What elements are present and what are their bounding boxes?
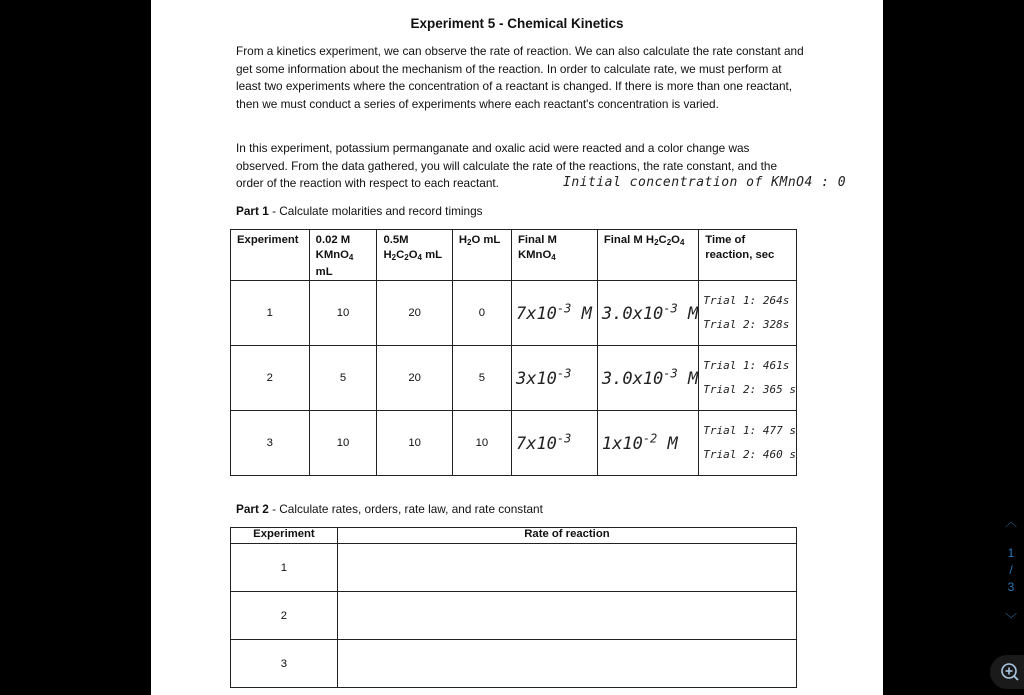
part2-label: Part 2 xyxy=(236,502,269,516)
cell-water: 5 xyxy=(452,346,511,411)
part1-table xyxy=(230,229,797,476)
prev-page-button[interactable]: ︿ xyxy=(1004,515,1017,529)
table-row xyxy=(231,592,797,640)
cell-experiment: 3 xyxy=(231,640,338,688)
cell-final-oxalic: $3.0x10^{-3}$ M xyxy=(597,346,698,411)
cell-time: Trial 1: 461s Trial 2: 365 s xyxy=(699,346,797,411)
cell-rate xyxy=(337,592,796,640)
cell-experiment: 2 xyxy=(231,346,310,411)
cell-final-oxalic: $3.0x10^{-3}$ M xyxy=(597,281,698,346)
cell-rate xyxy=(337,544,796,592)
part2-text: - Calculate rates, orders, rate law, and rate constant xyxy=(268,502,543,516)
header-final-oxalic: Final M $H_2C_2O_4$ xyxy=(597,230,698,281)
table-row xyxy=(231,544,797,592)
cell-water: 10 xyxy=(452,411,511,476)
cell-final-kmno4: $7x10^{-3}$ xyxy=(511,411,597,476)
header-time: Time of reaction, sec xyxy=(699,230,797,281)
cell-final-kmno4: $3x10^{-3}$ xyxy=(511,346,597,411)
experiment-paragraph: In this experiment, potassium permanganate and oxalic acid were reacted and a color change was observed. From the data gathered, you will calculate the rate of the reactions, the rate constant, and the order of the reaction with respect to each reactant. xyxy=(236,141,778,191)
cell-experiment: 1 xyxy=(231,281,310,346)
document-page xyxy=(151,0,883,695)
page-total: 3 xyxy=(1007,580,1015,594)
cell-kmno4: 10 xyxy=(309,411,377,476)
table-row xyxy=(231,411,797,476)
handwritten-note: Initial concentration of KMnO4 : 0 xyxy=(563,175,847,190)
cell-time: Trial 1: 264s Trial 2: 328s xyxy=(699,281,797,346)
next-page-button[interactable]: ﹀ xyxy=(1004,612,1017,626)
header-final-kmno4: Final M KMnO$_4$ xyxy=(511,230,597,281)
table-row xyxy=(231,281,797,346)
cell-final-oxalic: $1x10^{-2}$ M xyxy=(597,411,698,476)
cell-oxalic: 10 xyxy=(377,411,452,476)
cell-water: 0 xyxy=(452,281,511,346)
cell-final-kmno4: $7x10^{-3}$ M xyxy=(511,281,597,346)
part1-text: - Calculate molarities and record timings xyxy=(268,204,483,218)
cell-experiment: 3 xyxy=(231,411,310,476)
header-rate: Rate of reaction xyxy=(337,528,796,544)
cell-oxalic: 20 xyxy=(377,346,452,411)
part2-table xyxy=(230,527,797,688)
header-oxalic: 0.5M $H_2C_2O_4$ mL xyxy=(377,230,452,281)
page-title: Experiment 5 - Chemical Kinetics xyxy=(410,16,624,31)
part1-heading xyxy=(236,204,483,218)
zoom-in-button[interactable] xyxy=(990,655,1024,689)
part2-heading xyxy=(236,502,543,516)
cell-experiment: 1 xyxy=(231,544,338,592)
header-experiment: Experiment xyxy=(231,528,338,544)
part1-label: Part 1 xyxy=(236,204,269,218)
page-separator: / xyxy=(1009,563,1013,577)
cell-experiment: 2 xyxy=(231,592,338,640)
header-kmno4: 0.02 M KMnO$_4$ mL xyxy=(309,230,377,281)
cell-kmno4: 10 xyxy=(309,281,377,346)
intro-paragraph: From a kinetics experiment, we can observe the rate of reaction. We can also calculate the rate constant and get some information about the mechanism of the reaction. In order to calculate rate, we must perform at least two experiments where the concentration of a reactant is changed. If there is more than one reactant, then we must conduct a series of experiments where each reactant's concentration is varied. xyxy=(236,44,804,111)
zoom-in-icon xyxy=(990,655,1024,689)
table-row xyxy=(231,346,797,411)
page-current: 1 xyxy=(1007,546,1015,560)
cell-rate xyxy=(337,640,796,688)
header-experiment: Experiment xyxy=(231,230,310,281)
header-water: $H_2O$ mL xyxy=(452,230,511,281)
cell-kmno4: 5 xyxy=(309,346,377,411)
table-row xyxy=(231,640,797,688)
part2-header-row xyxy=(231,528,797,544)
cell-oxalic: 20 xyxy=(377,281,452,346)
cell-time: Trial 1: 477 s Trial 2: 460 s xyxy=(699,411,797,476)
part1-header-row xyxy=(231,230,797,281)
